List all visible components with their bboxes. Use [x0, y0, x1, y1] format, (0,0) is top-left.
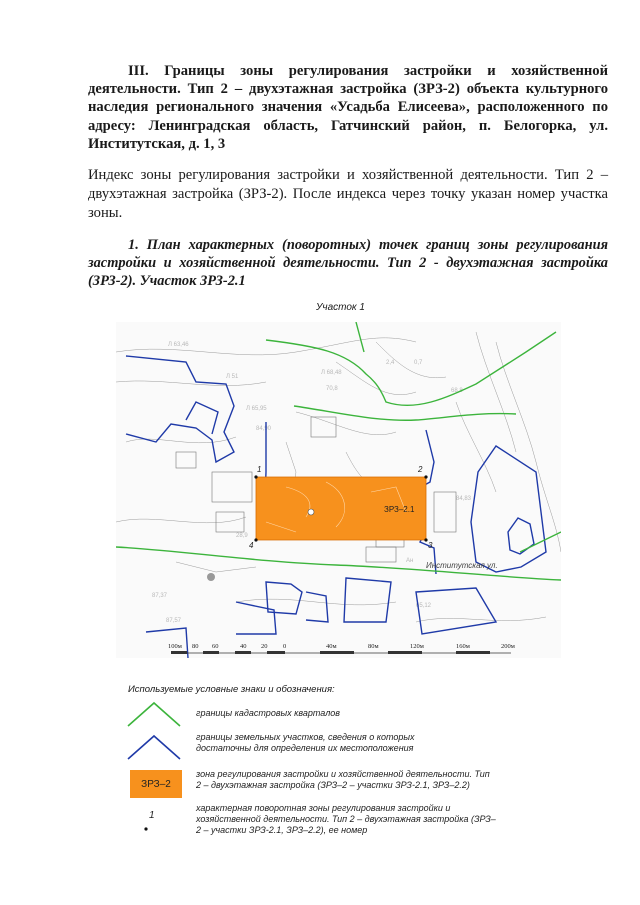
svg-text:100м: 100м — [168, 643, 182, 650]
zone-center-marker — [308, 509, 314, 515]
map-dot — [207, 573, 215, 581]
corner-label-2: 2 — [418, 465, 423, 474]
svg-text:20: 20 — [261, 643, 268, 650]
svg-text:2,4: 2,4 — [386, 360, 395, 366]
section-heading: III. Границы зоны регулирования застройки и хозяйственной деятельности. Тип 2 – двухэтажная застройка (ЗРЗ-2) объекта культурного наследия регионального значения «Усадьба Елисеева», расположенного по адресу: Ленинградская область, Гатчинский район, п. Белогорка, ул. Институтская, д. 1, 3 — [88, 63, 608, 152]
legend-point-number: 1 — [149, 810, 155, 821]
svg-text:Л 51: Л 51 — [226, 374, 239, 380]
svg-text:80м: 80м — [368, 643, 379, 650]
svg-text:28,9: 28,9 — [236, 533, 248, 539]
legend-point-text: характерная поворотная зоны регулирования застройки и хозяйственной деятельности. Тип 2 – двухэтажная застройка (ЗРЗ–2 – участки ЗРЗ-2.1, ЗРЗ–2.2), ее номер — [196, 803, 496, 835]
svg-text:120м: 120м — [410, 643, 424, 650]
legend-zone-badge: ЗРЗ–2 — [130, 770, 182, 798]
zone-label: ЗРЗ–2.1 — [384, 505, 415, 514]
subsection-heading: 1. План характерных (поворотных) точек границ зоны регулирования застройки и хозяйственной деятельности. Тип 2 - двухэтажная застройка (ЗРЗ-2). Участок ЗРЗ-2.1 — [88, 237, 608, 289]
svg-text:84,83: 84,83 — [456, 496, 472, 502]
corner-label-3: 3 — [428, 541, 433, 550]
svg-text:80: 80 — [192, 643, 199, 650]
svg-text:70,8: 70,8 — [326, 386, 338, 392]
corner-label-4: 4 — [249, 541, 254, 550]
svg-text:Л 68,48: Л 68,48 — [321, 370, 342, 376]
svg-text:60: 60 — [212, 643, 219, 650]
map-caption: Участок 1 — [316, 302, 365, 313]
svg-text:0,7: 0,7 — [414, 360, 423, 366]
legend-parcel-text: границы земельных участков, сведения о которых достаточны для определения их местоположения — [196, 732, 415, 753]
svg-text:Л 63,46: Л 63,46 — [168, 342, 189, 348]
svg-text:200м: 200м — [501, 643, 515, 650]
svg-text:84,90: 84,90 — [256, 426, 272, 432]
legend-title: Используемые условные знаки и обозначения: — [128, 684, 335, 695]
legend-cadastral-text: границы кадастровых кварталов — [196, 708, 340, 718]
svg-text:87,57: 87,57 — [166, 618, 182, 624]
svg-text:65,12: 65,12 — [416, 603, 432, 609]
svg-text:40: 40 — [240, 643, 247, 650]
legend-cadastral-symbol — [126, 700, 182, 728]
legend-zone-text: зона регулирования застройки и хозяйственной деятельности. Тип 2 – двухэтажная застройка (ЗРЗ–2 – участки ЗРЗ-2.1, ЗРЗ–2.2) — [196, 769, 490, 790]
svg-text:87,37: 87,37 — [152, 593, 168, 599]
intro-paragraph: Индекс зоны регулирования застройки и хозяйственной деятельности. Тип 2 – двухэтажная застройка (ЗРЗ-2). После индекса через точку указан номер участка зоны. — [88, 167, 608, 221]
svg-text:40м: 40м — [326, 643, 337, 650]
svg-text:160м: 160м — [456, 643, 470, 650]
legend-parcel-symbol — [126, 733, 182, 761]
site-plan-map — [116, 322, 561, 658]
svg-text:68,8: 68,8 — [451, 388, 463, 394]
svg-text:Ан: Ан — [406, 558, 414, 564]
street-label: Институтская ул. — [426, 561, 498, 570]
corner-label-1: 1 — [257, 465, 262, 474]
svg-text:Л 65,95: Л 65,95 — [246, 406, 267, 412]
svg-text:0: 0 — [283, 643, 287, 650]
